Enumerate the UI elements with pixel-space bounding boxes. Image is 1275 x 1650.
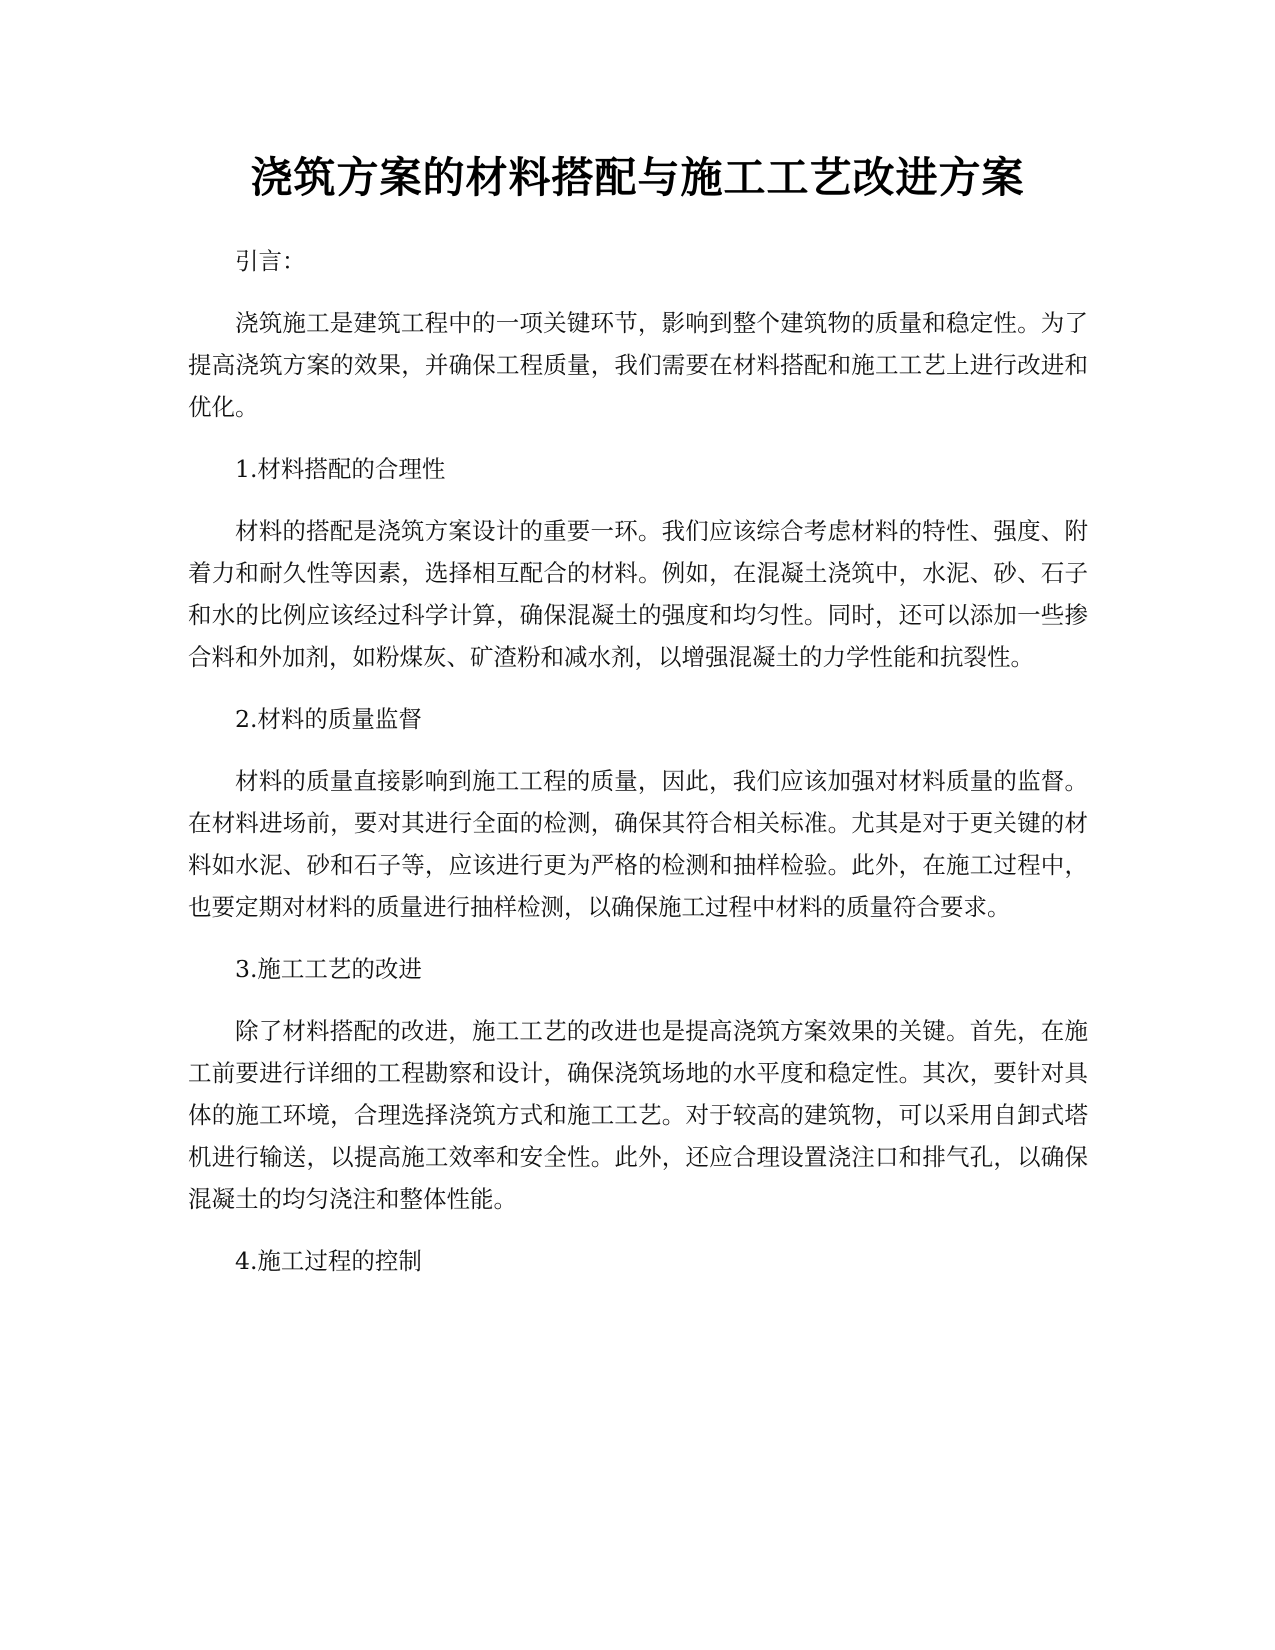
section-heading-4: 4.施工过程的控制 (235, 1247, 422, 1275)
document-body (188, 240, 1088, 1302)
section-paragraph-3: 除了材料搭配的改进，施工工艺的改进也是提高浇筑方案效果的关键。首先，在施工前要进行详细的工程勘察和设计，确保浇筑场地的水平度和稳定性。其次，要针对具体的施工环境，合理选择浇筑方式和施工工艺。对于较高的建筑物，可以采用自卸式塔机进行输送，以提高施工效率和安全性。此外，还应合理设置浇注口和排气孔，以确保混凝土的均匀浇注和整体性能。 (188, 1017, 1088, 1213)
section-heading-3: 3.施工工艺的改进 (235, 955, 422, 983)
section-heading-2: 2.材料的质量监督 (235, 705, 422, 733)
section-paragraph-2: 材料的质量直接影响到施工工程的质量，因此，我们应该加强对材料质量的监督。在材料进场前，要对其进行全面的检测，确保其符合相关标准。尤其是对于更关键的材料如水泥、砂和石子等，应该进行更为严格的检测和抽样检验。此外，在施工过程中，也要定期对材料的质量进行抽样检测，以确保施工过程中材料的质量符合要求。 (188, 767, 1088, 921)
section-paragraph-1: 材料的搭配是浇筑方案设计的重要一环。我们应该综合考虑材料的特性、强度、附着力和耐久性等因素，选择相互配合的材料。例如，在混凝土浇筑中，水泥、砂、石子和水的比例应该经过科学计算，确保混凝土的强度和均匀性。同时，还可以添加一些掺合料和外加剂，如粉煤灰、矿渣粉和减水剂，以增强混凝土的力学性能和抗裂性。 (188, 517, 1088, 671)
intro-label: 引言： (235, 247, 306, 275)
section-heading-1: 1.材料搭配的合理性 (235, 455, 446, 483)
document-title: 浇筑方案的材料搭配与施工工艺改进方案 (250, 153, 1025, 202)
intro-paragraph: 浇筑施工是建筑工程中的一项关键环节，影响到整个建筑物的质量和稳定性。为了提高浇筑方案的效果，并确保工程质量，我们需要在材料搭配和施工工艺上进行改进和优化。 (188, 309, 1088, 421)
